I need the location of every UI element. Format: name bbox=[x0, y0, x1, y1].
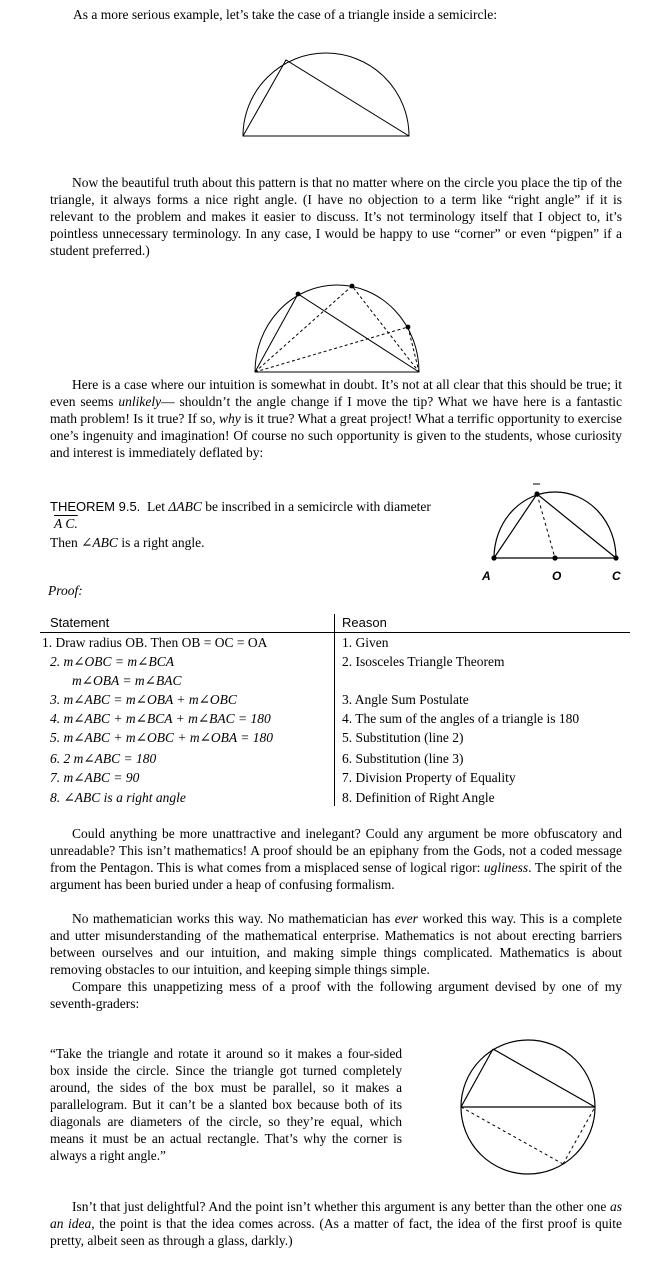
header-reason: Reason bbox=[342, 615, 387, 630]
proof-label: Proof: bbox=[48, 583, 83, 598]
point-label-c: C bbox=[612, 569, 621, 583]
header-statement: Statement bbox=[50, 615, 110, 630]
student-quote: “Take the triangle and rotate it around so it makes a four-sided box inside the circle. Since the triangle got turned completely around, the sides of the box must be parallel, so it makes a parallelogram. But it can’t be a slanted box because both of its diagonals are diameters of the circle, so they’re equal, which means it must be an actual rectangle. That’s why the corner is always a right angle.” bbox=[50, 1046, 402, 1163]
point-label-a: A bbox=[482, 569, 491, 583]
intro-text: As a more serious example, let’s take the case of a triangle inside a semicircle: bbox=[73, 7, 497, 22]
paragraph-unattractive: Could anything be more unattractive and inelegant? Could any argument be more obfuscatory and unreadable? This isn’t mathematics! A proof should be an epiphany from the Gods, not a coded message from the Pentagon. This is what comes from a misplaced sense of logical rigor: ugliness. The spirit of the argument has been buried under a heap of confusing formalism. bbox=[50, 826, 623, 892]
paragraph-intuition-doubt: Here is a case where our intuition is somewhat in doubt. It’s not at all clear that this should be true; it even seems unlikely— shouldn’t the angle change if I move the tip? What we have here is a fantastic math problem! Is it true? If so, why is it true? What a great project! What a terrific opportunity to exercise one’s ingenuity and imagination! Of course no such opportunity is given to the students, whose curiosity and interest is immediately deflated by: bbox=[50, 377, 622, 460]
paragraph-delightful: Isn’t that just delightful? And the point isn’t whether this argument is any better than the other one as an idea, the point is that the idea comes across. (As a matter of fact, the idea of the first proof is quite pretty, albeit seen as through a glass, darkly.) bbox=[50, 1199, 623, 1248]
table-row: 7. m∠ABC = 90 7. Division Property of Equality bbox=[50, 770, 516, 785]
diameter-ac: A C. bbox=[54, 516, 78, 531]
paragraph-beautiful-truth: Now the beautiful truth about this pattern is that no matter where on the circle you place the tip of the triangle, it always forms a nice right angle. (I have no objection to a term like “right angle” if it is relevant to the problem and makes it easier to discuss. It’s not terminology itself that I object to, it’s pointless unnecessary terminology. In any case, I would be happy to use “corner” or even “pigpen” if a student preferred.) bbox=[50, 175, 622, 258]
theorem-statement: THEOREM 9.5. Let ΔABC be inscribed in a semicircle with diameter A C. Then ∠ABC is a right angle. bbox=[50, 499, 431, 550]
paragraph-compare: Compare this unappetizing mess of a proof with the following argument devised by one of my seventh-graders: bbox=[50, 979, 622, 1011]
table-row: 8. ∠ABC is a right angle 8. Definition of Right Angle bbox=[50, 790, 495, 805]
table-row: 5. m∠ABC + m∠OBC + m∠OBA = 180 5. Substitution (line 2) bbox=[50, 730, 464, 745]
table-row: 2. m∠OBC = m∠BCA 2. Isosceles Triangle Theorem bbox=[50, 654, 505, 669]
table-row: 6. 2 m∠ABC = 180 6. Substitution (line 3) bbox=[50, 751, 464, 766]
point-label-o: O bbox=[552, 569, 562, 583]
theorem-label: THEOREM 9.5. bbox=[50, 499, 141, 514]
table-row: 3. m∠ABC = m∠OBA + m∠OBC 3. Angle Sum Postulate bbox=[50, 692, 469, 707]
table-row: 1. Draw radius OB. Then OB = OC = OA 1. Given bbox=[42, 635, 389, 650]
table-row: m∠OBA = m∠BAC bbox=[72, 673, 182, 688]
paragraph-no-mathematician: No mathematician works this way. No mathematician has ever worked this way. This is a complete and utter misunderstanding of the mathematical enterprise. Mathematics is not about erecting barriers between ourselves and our intuition, and making simple things complicated. Mathematics is about removing obstacles to our intuition, and keeping simple things simple. bbox=[50, 911, 622, 977]
table-row: 4. m∠ABC + m∠BCA + m∠BAC = 180 4. The sum of the angles of a triangle is 180 bbox=[50, 711, 580, 726]
